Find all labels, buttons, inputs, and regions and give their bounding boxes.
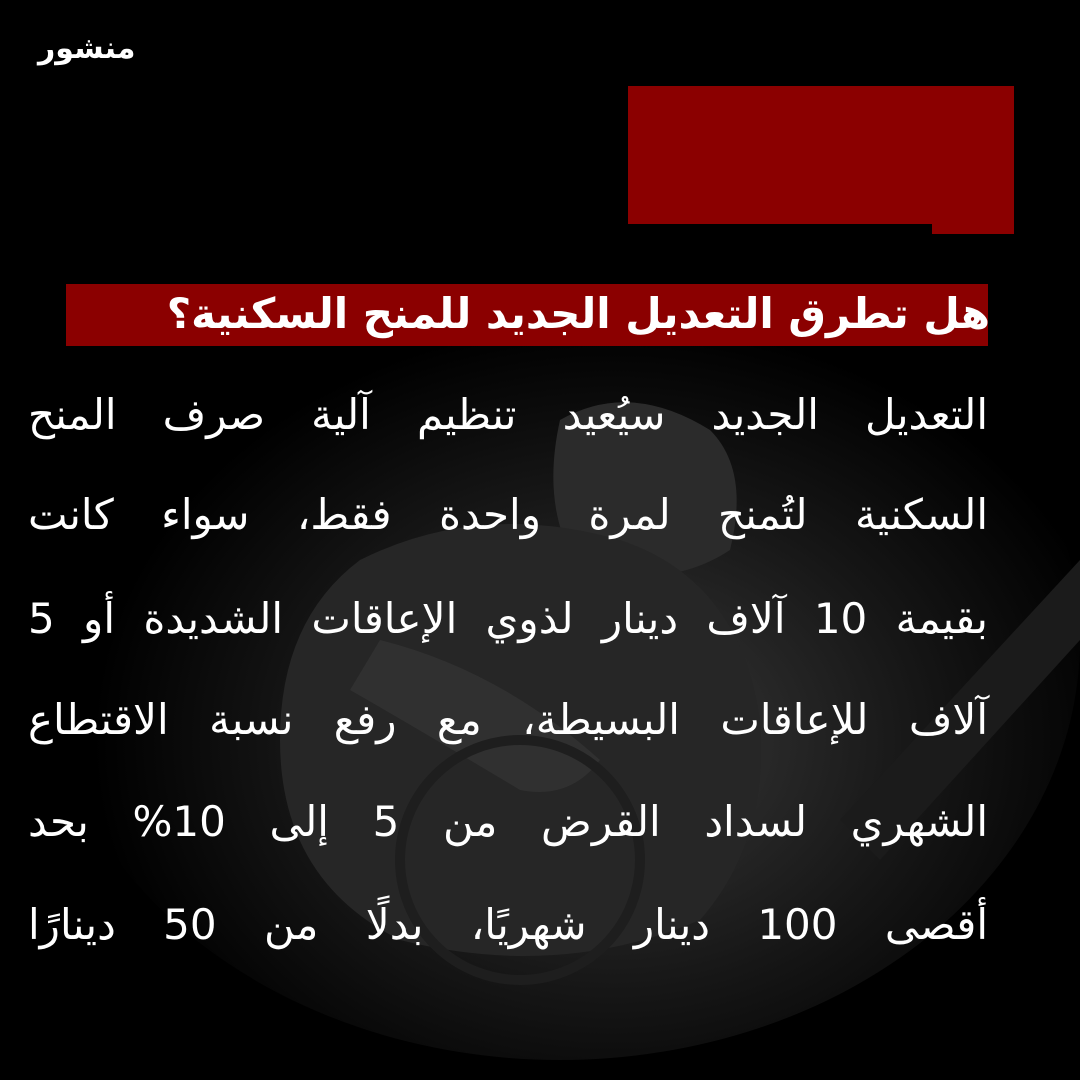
body-line: أقصى 100 دينار شهريًا، بدلًا من 50 دينارًا — [28, 900, 989, 949]
red-label-box — [628, 86, 1014, 224]
body-line: بقيمة 10 آلاف دينار لذوي الإعاقات الشديدة أو 5 — [28, 594, 988, 643]
body-line: آلاف للإعاقات البسيطة، مع رفع نسبة الاقتطاع — [28, 695, 988, 744]
headline: هل تطرق التعديل الجديد للمنح السكنية؟ — [166, 289, 990, 338]
red-label-box-tab — [932, 220, 1014, 234]
body-line: السكنية لتُمنح لمرة واحدة فقط، سواء كانت — [28, 490, 988, 539]
body-line: التعديل الجديد سيُعيد تنظيم آلية صرف المنح — [28, 390, 988, 439]
brand-logo: منشور — [38, 31, 136, 66]
body-line: الشهري لسداد القرض من 5 إلى 10% بحد — [28, 797, 988, 846]
